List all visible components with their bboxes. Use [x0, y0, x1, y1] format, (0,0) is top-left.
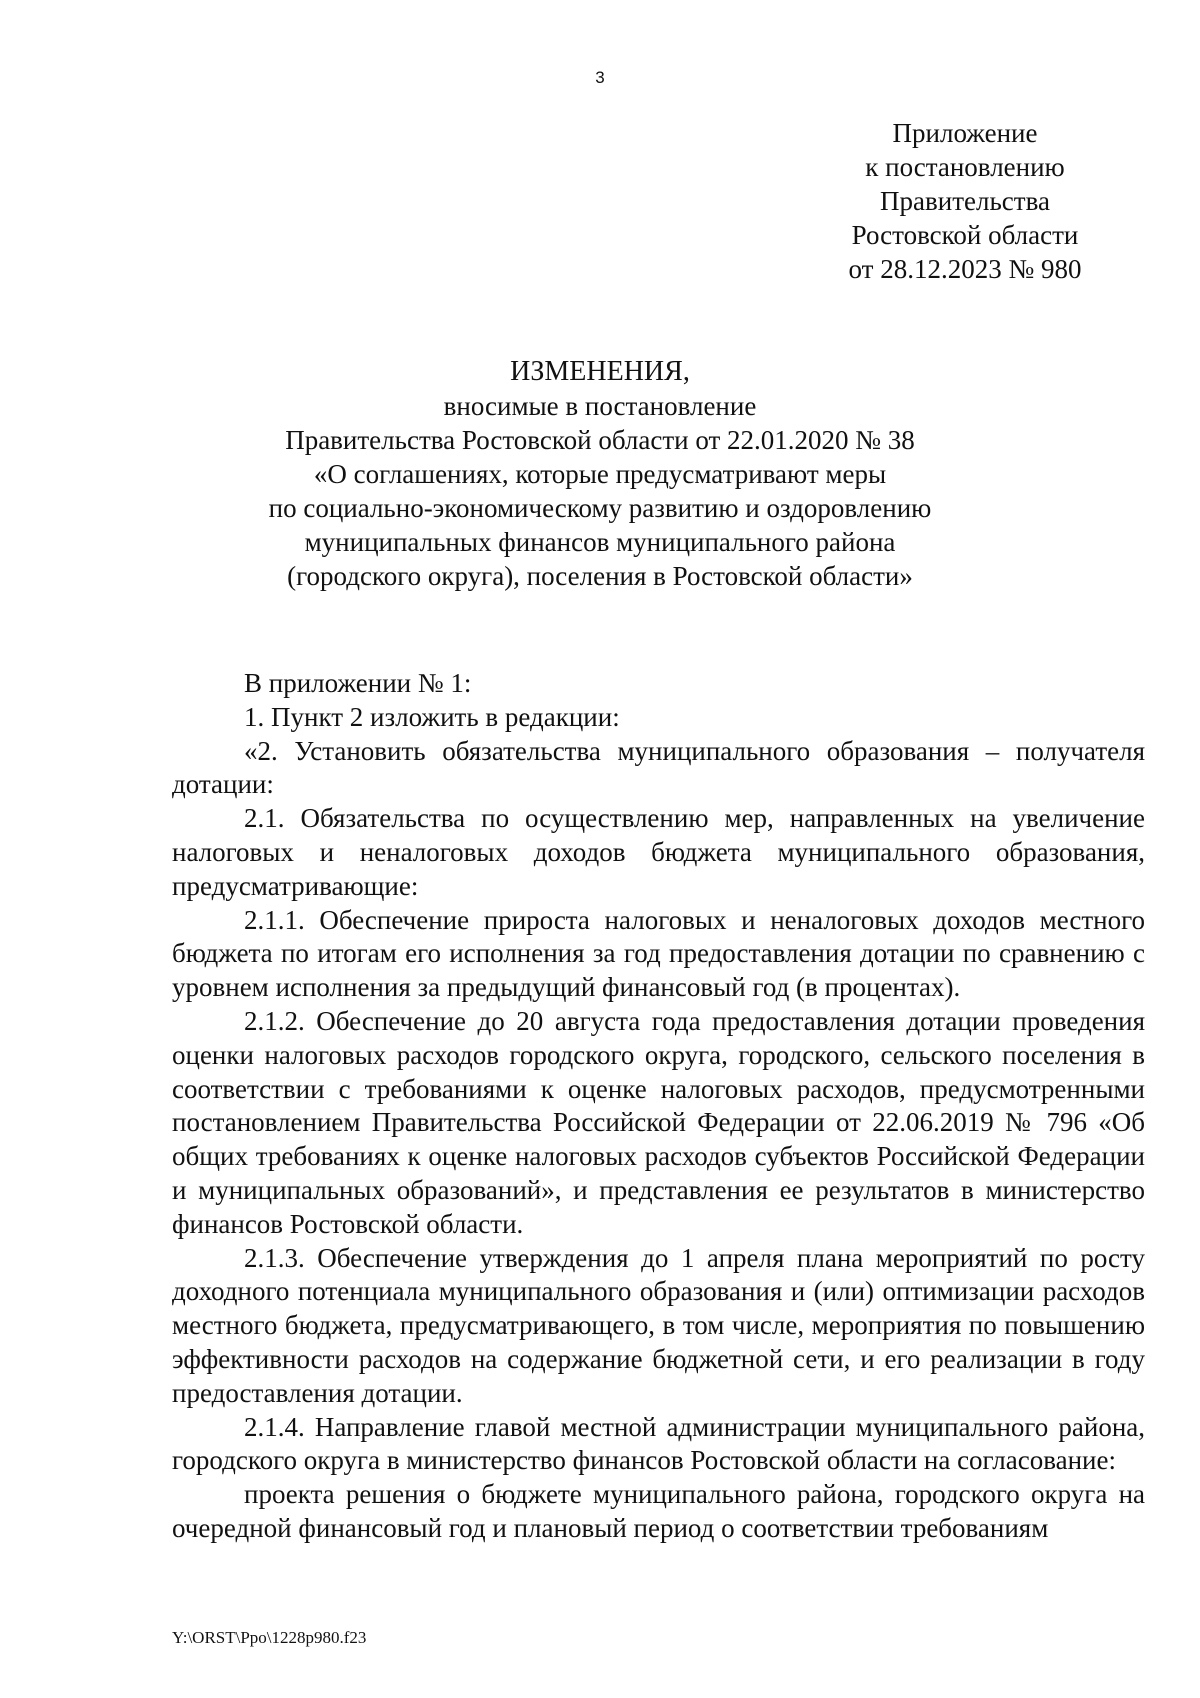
title-line: по социально-экономическому развитию и оздоровлению: [268, 493, 932, 523]
body-paragraph: 1. Пункт 2 изложить в редакции:: [244, 701, 620, 732]
appendix-line: от 28.12.2023 № 980: [848, 254, 1082, 284]
body-paragraph: 2.1.1. Обеспечение прироста налоговых и неналоговых доходов местного бюджета по итогам его исполнения за год предоставления дотации по сравнению с уровнем исполнения за предыдущий финансовый год (в процентах).: [172, 904, 1145, 1003]
body-paragraph: 2.1.2. Обеспечение до 20 августа года предоставления дотации проведения оценки налоговых расходов городского округа, городского, сельского поселения в соответствии с требованиями к оценке налоговых расходов, предусмотренными постановлением Правительства Российской Федерации от 22.06.2019 № 796 «Об общих требованиях к оценке налоговых расходов субъектов Российской Федерации и муниципальных образований», и представления ее результатов в министерство финансов Ростовской области.: [172, 1005, 1145, 1239]
body-paragraph: В приложении № 1:: [244, 668, 472, 698]
appendix-line: Ростовской области: [851, 220, 1079, 250]
title-line: муниципальных финансов муниципального района: [304, 527, 896, 557]
body-paragraph: проекта решения о бюджете муниципального района, городского округа на очередной финансовый год и плановый период о соответствии требованиям: [172, 1479, 1145, 1543]
footer-file-path: Y:\ORST\Ppo\1228p980.f23: [172, 1628, 367, 1647]
page-number: 3: [595, 68, 605, 87]
document-title: [150, 355, 1050, 593]
title-line: вносимые в постановление: [443, 391, 757, 421]
title-line: Правительства Ростовской области от 22.01.2020 № 38: [285, 425, 915, 455]
title-line: (городского округа), поселения в Ростовской области»: [287, 561, 913, 591]
document-body: [172, 667, 1145, 1546]
title-line: «О соглашениях, которые предусматривают меры: [313, 459, 887, 489]
title-heading: ИЗМЕНЕНИЯ,: [510, 356, 690, 387]
appendix-header: [820, 116, 1110, 286]
appendix-line: к постановлению: [865, 152, 1065, 182]
body-paragraph: «2. Установить обязательства муниципального образования – получателя дотации:: [172, 735, 1145, 800]
appendix-line: Правительства: [880, 186, 1050, 216]
appendix-line: Приложение: [892, 118, 1038, 148]
body-paragraph: 2.1.3. Обеспечение утверждения до 1 апреля плана мероприятий по росту доходного потенциала муниципального образования и (или) оптимизации расходов местного бюджета, предусматривающего, в том числе, мероприятия по повышению эффективности расходов на содержание бюджетной сети, и его реализации в году предоставления дотации.: [172, 1242, 1145, 1408]
body-paragraph: 2.1. Обязательства по осуществлению мер, направленных на увеличение налоговых и неналоговых доходов бюджета муниципального образования, предусматривающие:: [172, 803, 1145, 901]
body-paragraph: 2.1.4. Направление главой местной администрации муниципального района, городского округа в министерство финансов Ростовской области на согласование:: [172, 1411, 1145, 1476]
